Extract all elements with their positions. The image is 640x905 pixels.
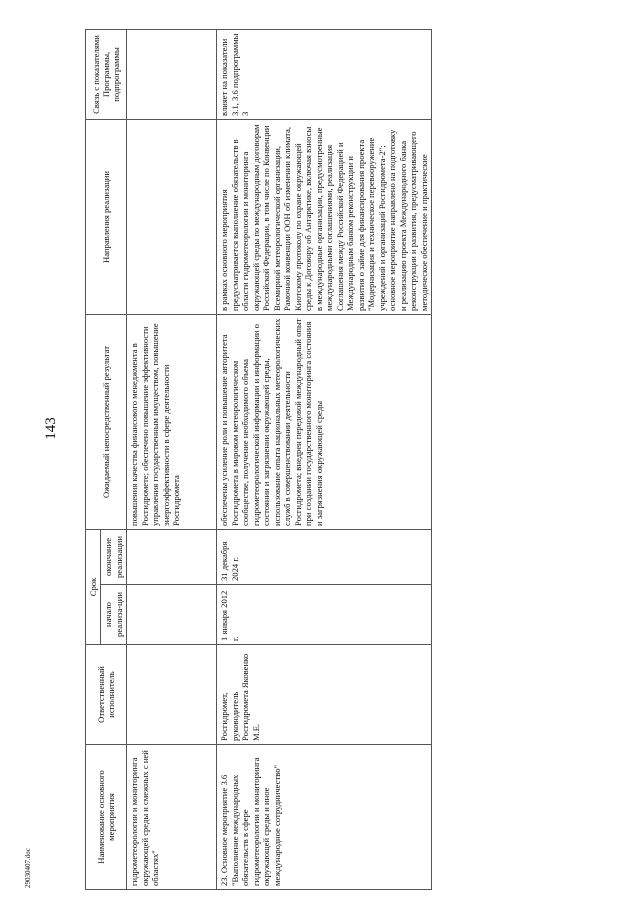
cell-executor-23: Росгидромет, руководитель Росгидромета Яковенко М.Е. (217, 645, 432, 745)
cell-name-23: 23. Основное мероприятие 3.6 "Выполнение международных обязательств в сфере гидрометеорологии и мониторинга окружающей среды и иное международное сотрудничество" (217, 745, 432, 890)
header-row-top (86, 29, 101, 889)
page-number: 143 (42, 417, 59, 440)
header-executor: Ответственный исполнитель (86, 645, 127, 745)
cell-start-cont (127, 585, 217, 645)
cell-executor-cont (127, 645, 217, 745)
document-id: 29030407.doc (24, 848, 32, 888)
header-end: окончание реализации (101, 529, 127, 584)
header-directions: Направления реализации (86, 119, 127, 314)
cell-directions-23: в рамках основного мероприятия предусматривается выполнение обязательств в области гидрометеорологии и мониторинга окружающей среды по международным договорам Российской Федерации, в том числе по Конвенции Всемирной метеорологической организации, Рамочной конвенции ООН об изменении климата, Киотскому протоколу по охране окружающей среды к Договору об Антарктике, включая взносы в международные организации, предусмотренные международными соглашениями, реализация Соглашения между Российской Федерацией и Международным банком реконструкции и развития о займе для финансирования проекта "Модернизация и техническое перевооружение учреждений и организаций Росгидромета-2"; основное мероприятие направлено на подготовку и реализацию проекта Международного банка реконструкции и развития, предусматривающего методическое обеспечение и практические (217, 119, 432, 314)
header-start: начало реализа-ции (101, 585, 127, 645)
cell-link-cont (127, 29, 217, 119)
cell-directions-cont (127, 119, 217, 314)
cell-end-23: 31 декабря 2024 г. (217, 529, 432, 584)
cell-result-23: обеспечены усиление роли и повышение авторитета Росгидромета в мировом метеорологическом сообществе, получение необходимого объема гидрометеорологической информации и информации о состоянии и загрязнении окружающей среды, использование опыта национальных метеорологических служб в совершенствовании деятельности Росгидромета; внедрен передовой международный опыт при создании государственного мониторинга состояния и загрязнения окружающей среды (217, 314, 432, 529)
measures-table (85, 29, 432, 890)
cell-start-23: 1 января 2012 г. (217, 585, 432, 645)
cell-name-cont: гидрометеорологии и мониторинга окружающей среды и смежных с ней областях" (127, 745, 217, 890)
cell-link-23: влияет на показатели 3.1, 3.6 подпрограммы 3 (217, 29, 432, 119)
cell-end-cont (127, 529, 217, 584)
table-row-continuation (127, 29, 217, 889)
header-name: Наименование основного мероприятия (86, 745, 127, 890)
header-link: Связь с показателями Программы, подпрограммы (86, 29, 127, 119)
header-term: Срок (86, 529, 101, 644)
rotated-table-container (85, 30, 585, 890)
header-result: Ожидаемый непосредственный результат (86, 314, 127, 529)
table-row-23 (217, 29, 432, 889)
cell-result-cont: повышения качества финансового менеджмента в Росгидромете; обеспечено повышение эффективности управления государственным имуществом, повышение энергоэффективности в сфере деятельности Росгидромета (127, 314, 217, 529)
